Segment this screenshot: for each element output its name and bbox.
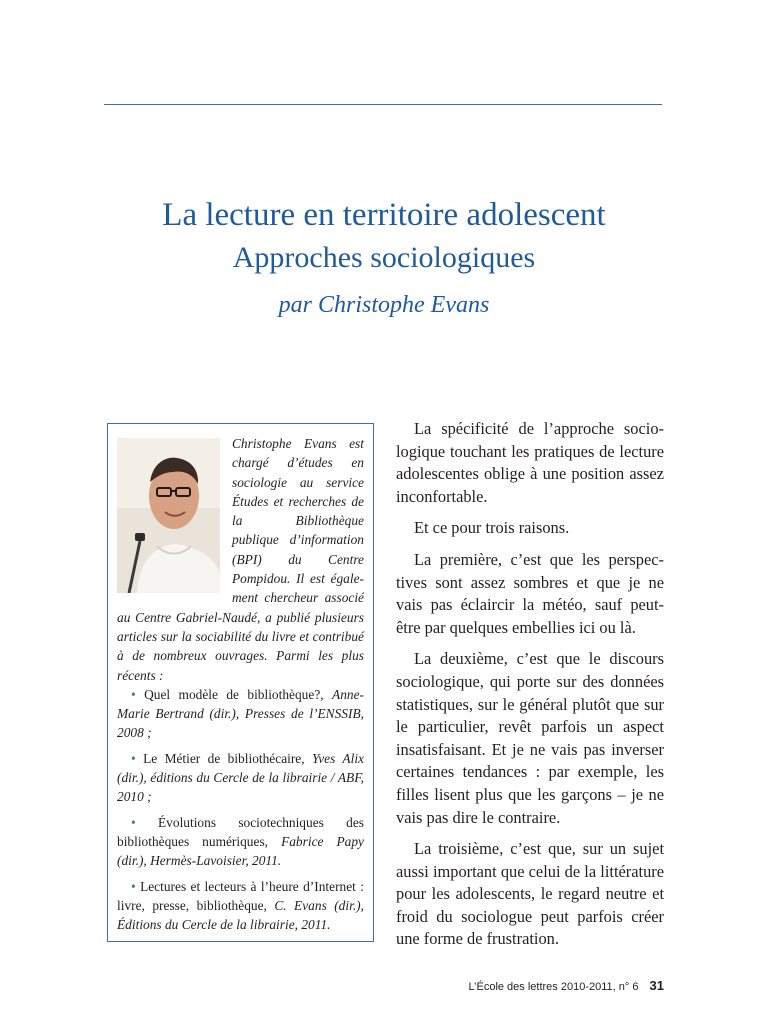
publication-item xyxy=(117,813,364,871)
author-bio-text: Christophe Evans est chargé d’études en sociologie au service Études et recherches de la Bibliothèque publique d’information (BPI) du Centre Pompidou. Il est également chercheur associé au Centre Gabriel-Naudé, a publié plusieurs articles sur la sociabilité du livre et contribué à de nombreux ouvrages. Parmi les plus récents : xyxy=(117,436,364,683)
bullet-icon: • xyxy=(131,750,136,766)
article-byline: par Christophe Evans xyxy=(278,292,490,318)
publication-item xyxy=(117,685,364,743)
body-paragraph: Et ce pour trois raisons. xyxy=(414,518,570,538)
publication-title: Quel modèle de bibliothèque?, xyxy=(144,686,324,702)
page-footer xyxy=(469,978,664,993)
publications-list xyxy=(117,685,364,935)
body-paragraph: La spécificité de l’approche sociologique touchant les pratiques de lecture adolescentes oblige à une position assez inconfortable. xyxy=(396,419,664,506)
page-number: 31 xyxy=(649,978,664,993)
article-subtitle: Approches sociologiques xyxy=(232,241,536,274)
bullet-icon: • xyxy=(131,686,136,702)
publication-item xyxy=(117,749,364,807)
article-title: La lecture en territoire adolescent xyxy=(162,197,606,233)
journal-issue: 2010-2011, n° 6 xyxy=(560,981,639,993)
journal-name: L’École des lettres xyxy=(468,981,558,993)
body-paragraph: La première, c’est que les perspectives sont assez sombres et que je ne vais pas éclaircir la météo, sauf peut-être par quelques embellies ici ou là. xyxy=(396,549,664,637)
publication-title: Le Métier de bibliothécaire, xyxy=(143,750,305,766)
publication-meta: Anne-Marie Bertrand (dir.), Presses de l’ENSSIB, 2008 ; xyxy=(117,686,364,741)
publication-title: Lectures et lecteurs à l’heure d’Internet : livre, presse, bibliothèque, xyxy=(117,878,364,913)
bullet-icon: • xyxy=(131,814,136,830)
bullet-icon: • xyxy=(131,878,136,894)
publication-meta: C. Evans (dir.), Éditions du Cercle de la librairie, 2011. xyxy=(117,897,364,933)
body-paragraph: La troisième, c’est que, sur un sujet aussi important que celui de la littérature pour les adolescents, le regard neutre et froid du sociologue peut parfois créer une forme de frustration. xyxy=(396,839,664,949)
top-divider xyxy=(104,104,662,105)
article-header xyxy=(0,196,768,320)
author-bio-box xyxy=(107,423,374,942)
publication-meta: Fabrice Papy (dir.), Hermès-Lavoisier, 2011. xyxy=(117,833,364,869)
author-photo xyxy=(117,438,220,593)
publication-meta: Yves Alix (dir.), éditions du Cercle de la librairie / ABF, 2010 ; xyxy=(117,750,364,805)
publication-item xyxy=(117,877,364,935)
publication-title: Évolutions sociotechniques des bibliothèques numériques, xyxy=(117,814,364,849)
body-column xyxy=(396,418,664,960)
body-paragraph: La deuxième, c’est que le discours sociologique, qui porte sur des données statistiques, sur le général plutôt que sur le particulier, revêt parfois un aspect insatisfaisant. Et je ne vais pas inverser certaines tendances : par exemple, les filles lisent plus que les garçons – je ne vais pas dire le contraire. xyxy=(396,649,664,827)
